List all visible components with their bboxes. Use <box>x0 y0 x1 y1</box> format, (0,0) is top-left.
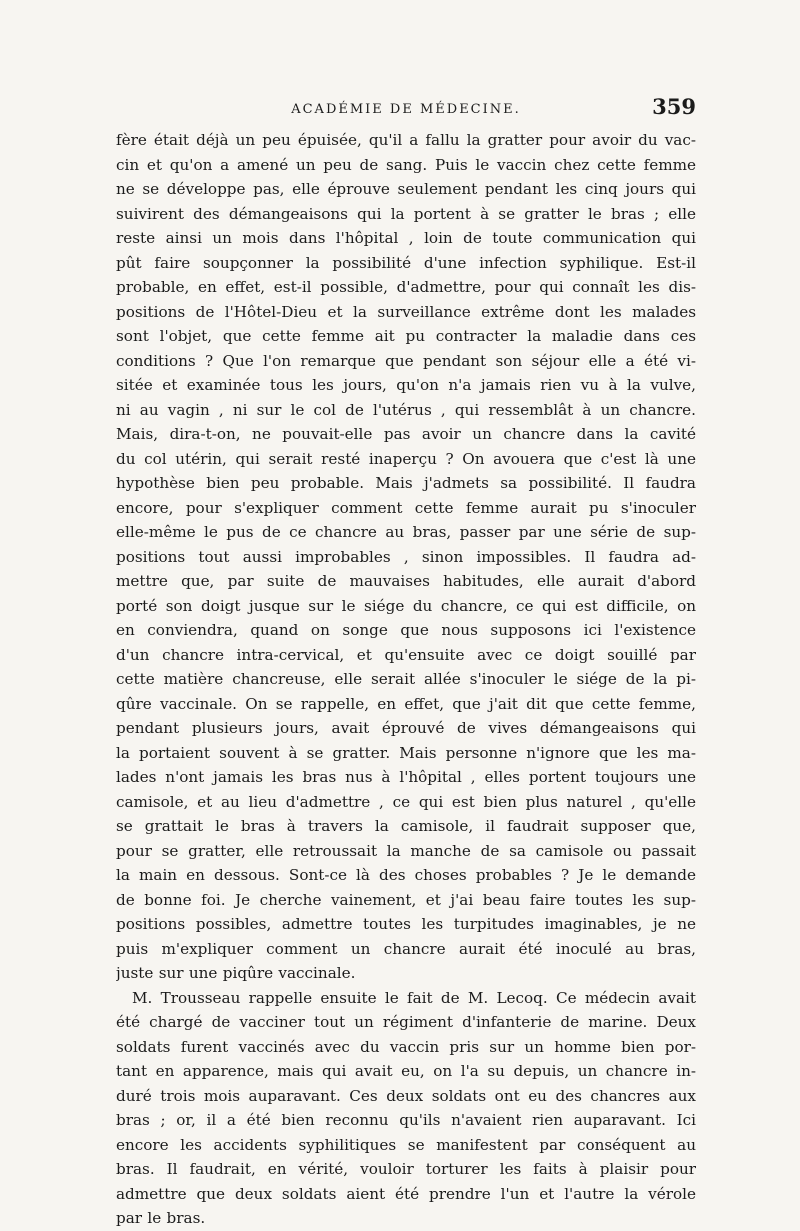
text-line: se grattait le bras à travers la camisole, il faudrait supposer que, <box>116 817 696 835</box>
text-line: ne se développe pas, elle éprouve seulement pendant les cinq jours qui <box>116 180 696 198</box>
text-line: bras ; or, il a été bien reconnu qu'ils n'avaient rien auparavant. Ici <box>116 1111 696 1129</box>
book-page <box>116 94 696 1231</box>
text-line: conditions ? Que l'on remarque que pendant son séjour elle a été vi- <box>116 351 696 370</box>
text-line: sont l'objet, que cette femme ait pu contracter la maladie dans ces <box>116 327 696 345</box>
text-line: qûre vaccinale. On se rappelle, en effet, que j'ait dit que cette femme, <box>116 694 696 713</box>
text-line: duré trois mois auparavant. Ces deux soldats ont eu des chancres aux <box>116 1086 696 1105</box>
text-line: cin et qu'on a amené un peu de sang. Puis le vaccin chez cette femme <box>116 155 696 174</box>
text-line: la portaient souvent à se gratter. Mais personne n'ignore que les ma- <box>116 743 696 762</box>
text-line: été chargé de vacciner tout un régiment d'infanterie de marine. Deux <box>116 1013 696 1031</box>
body-text <box>116 128 696 1231</box>
paragraph-end-line: juste sur une piqûre vaccinale. <box>116 964 356 982</box>
text-line: du col utérin, qui serait resté inaperçu ? On avouera que c'est là une <box>116 449 696 468</box>
text-line: hypothèse bien peu probable. Mais j'admets sa possibilité. Il faudra <box>116 474 696 492</box>
text-line: la main en dessous. Sont-ce là des choses probables ? Je le demande <box>116 866 696 884</box>
text-line: admettre que deux soldats aient été prendre l'un et l'autre la vérole <box>116 1184 696 1203</box>
text-line: lades n'ont jamais les bras nus à l'hôpital , elles portent toujours une <box>116 768 696 786</box>
text-line: puis m'expliquer comment un chancre aurait été inoculé au bras, <box>116 939 696 958</box>
text-line: porté son doigt jusque sur le siége du chancre, ce qui est difficile, on <box>116 596 696 615</box>
text-line: probable, en effet, est-il possible, d'admettre, pour qui connaît les dis- <box>116 278 696 296</box>
running-title: ACADÉMIE DE MÉDECINE. <box>291 102 521 117</box>
text-line: Mais, dira-t-on, ne pouvait-elle pas avoir un chancre dans la cavité <box>116 425 696 443</box>
text-line: positions possibles, admettre toutes les turpitudes imaginables, je ne <box>116 915 696 933</box>
text-line: encore les accidents syphilitiques se manifestent par conséquent au <box>116 1135 696 1154</box>
text-line: sitée et examinée tous les jours, qu'on n'a jamais rien vu à la vulve, <box>116 376 696 394</box>
text-line: d'un chancre intra-cervical, et qu'ensuite avec ce doigt souillé par <box>116 645 696 664</box>
text-line: cette matière chancreuse, elle serait allée s'inoculer le siége de la pi- <box>116 670 696 688</box>
text-line: reste ainsi un mois dans l'hôpital , loin de toute communication qui <box>116 229 696 247</box>
text-line: encore, pour s'expliquer comment cette femme aurait pu s'inoculer <box>116 498 696 517</box>
text-line: positions tout aussi improbables , sinon impossibles. Il faudra ad- <box>116 547 696 566</box>
text-line: mettre que, par suite de mauvaises habitudes, elle aurait d'abord <box>116 572 696 590</box>
text-line: elle-même le pus de ce chancre au bras, passer par une série de sup- <box>116 523 696 541</box>
text-line: positions de l'Hôtel-Dieu et la surveillance extrême dont les malades <box>116 302 696 321</box>
page-number: 359 <box>652 94 696 119</box>
text-line: en conviendra, quand on songe que nous supposons ici l'existence <box>116 621 696 639</box>
text-line: suivirent des démangeaisons qui la portent à se gratter le bras ; elle <box>116 204 696 223</box>
text-line: ni au vagin , ni sur le col de l'utérus , qui ressemblât à un chancre. <box>116 400 696 419</box>
text-line: camisole, et au lieu d'admettre , ce qui est bien plus naturel , qu'elle <box>116 792 696 811</box>
text-line: soldats furent vaccinés avec du vaccin pris sur un homme bien por- <box>116 1037 696 1056</box>
paragraph-end-line: par le bras. <box>116 1209 206 1227</box>
text-line: pour se gratter, elle retroussait la manche de sa camisole ou passait <box>116 841 696 860</box>
text-line: bras. Il faudrait, en vérité, vouloir torturer les faits à plaisir pour <box>116 1160 696 1178</box>
text-line: fère était déjà un peu épuisée, qu'il a fallu la gratter pour avoir du vac- <box>116 131 696 149</box>
running-header <box>116 94 696 128</box>
text-line: pendant plusieurs jours, avait éprouvé de vives démangeaisons qui <box>116 719 696 737</box>
text-line: de bonne foi. Je cherche vainement, et j'ai beau faire toutes les sup- <box>116 890 696 909</box>
text-line: pût faire soupçonner la possibilité d'une infection syphilique. Est-il <box>116 253 696 272</box>
paragraph-start-line: M. Trousseau rappelle ensuite le fait de M. Lecoq. Ce médecin avait <box>132 988 696 1007</box>
text-line: tant en apparence, mais qui avait eu, on l'a su depuis, un chancre in- <box>116 1062 696 1080</box>
